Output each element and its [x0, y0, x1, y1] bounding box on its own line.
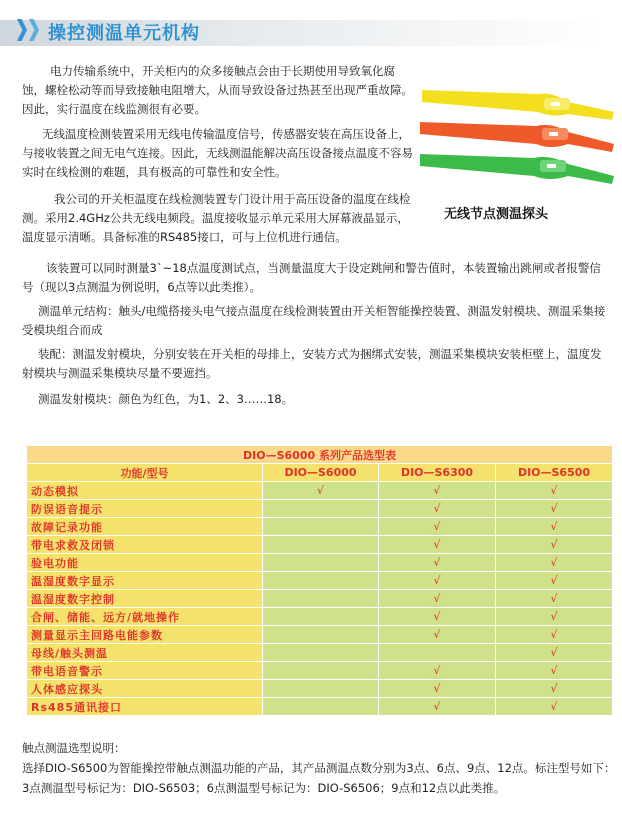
- product-selection-table: [26, 445, 613, 716]
- check-mark-cell: √: [379, 662, 496, 680]
- check-mark-cell: √: [379, 590, 496, 608]
- table-row: [27, 644, 613, 662]
- check-mark-cell: √: [496, 698, 613, 716]
- temperature-probe-straps-image: [418, 82, 616, 192]
- check-mark-cell: √: [379, 626, 496, 644]
- empty-cell: [263, 698, 379, 716]
- wireless-paragraph: 无线温度检测装置采用无线电传输温度信号，传感器安装在高压设备上，与接收装置之间无电气连接。因此，无线测温能解决高压设备接点温度不容易实时在线检测的难题，具有极高的可靠性和安全性。: [22, 127, 413, 179]
- feature-cell: 人体感应探头: [27, 680, 263, 698]
- red-strap: [420, 122, 614, 152]
- check-mark-cell: √: [379, 572, 496, 590]
- check-mark-cell: √: [496, 536, 613, 554]
- table-header-row: [27, 464, 613, 482]
- empty-cell: [263, 608, 379, 626]
- empty-cell: [263, 662, 379, 680]
- check-mark-cell: √: [379, 698, 496, 716]
- table-row: [27, 626, 613, 644]
- selection-table-container: [26, 445, 612, 716]
- empty-cell: [263, 536, 379, 554]
- feature-cell: 温湿度数字显示: [27, 572, 263, 590]
- empty-cell: [263, 572, 379, 590]
- table-row: [27, 554, 613, 572]
- intro-paragraph: 电力传输系统中，开关柜内的众多接触点会由于长期使用导致氧化腐蚀，螺栓松动等而导致接触电阻增大，从而导致设备过热甚至出现严重故障。因此，实行温度在线监测很有必要。: [22, 64, 413, 116]
- table-row: [27, 698, 613, 716]
- check-mark-cell: √: [379, 554, 496, 572]
- table-row: [27, 590, 613, 608]
- company-paragraph: 我公司的开关柜温度在线检测装置专门设计用于高压设备的温度在线检测。采用2.4GHz公共无线电频段。温度接收显示单元采用大屏幕液晶显示，温度显示清晰。具备标准的RS485接口，可与上位机进行通信。: [22, 192, 411, 244]
- feature-cell: Rs485通讯接口: [27, 698, 263, 716]
- yellow-strap: [422, 90, 614, 120]
- empty-cell: [263, 590, 379, 608]
- check-mark-cell: √: [379, 500, 496, 518]
- table-row: [27, 536, 613, 554]
- check-mark-cell: √: [379, 608, 496, 626]
- notes-heading: 触点测温选型说明：: [22, 741, 126, 755]
- table-title: DIO—S6000 系列产品选型表: [27, 446, 613, 464]
- check-mark-cell: √: [496, 518, 613, 536]
- check-mark-cell: √: [496, 590, 613, 608]
- table-row: [27, 482, 613, 500]
- feature-cell: 故障记录功能: [27, 518, 263, 536]
- feature-cell: 母线/触头测温: [27, 644, 263, 662]
- check-mark-cell: √: [496, 554, 613, 572]
- check-mark-cell: √: [496, 500, 613, 518]
- table-row: [27, 572, 613, 590]
- table-row: [27, 500, 613, 518]
- column-header: DIO—S6300: [379, 464, 496, 482]
- table-row: [27, 608, 613, 626]
- check-mark-cell: √: [263, 482, 379, 500]
- check-mark-cell: √: [496, 680, 613, 698]
- empty-cell: [263, 518, 379, 536]
- notes-line: 3点测温型号标记为：DIO-S6503；6点测温型号标记为：DIO-S6506；9点和12点以此类推。: [22, 781, 506, 795]
- check-mark-cell: √: [379, 518, 496, 536]
- structure-paragraph: 测温单元结构：触头/电缆搭接头电气接点温度在线检测装置由开关柜智能操控装置、测温发射模块、测温采集接受模块组合而成: [22, 304, 606, 337]
- check-mark-cell: √: [496, 644, 613, 662]
- section-header: [0, 12, 622, 52]
- empty-cell: [379, 644, 496, 662]
- check-mark-cell: √: [496, 482, 613, 500]
- empty-cell: [263, 644, 379, 662]
- table-row: [27, 680, 613, 698]
- table-row: [27, 518, 613, 536]
- feature-cell: 动态模拟: [27, 482, 263, 500]
- empty-cell: [263, 500, 379, 518]
- measurement-paragraph: 该装置可以同时测量3`~18点温度测试点，当测量温度大于设定跳闸和警告值时，本装置输出跳闸或者报警信号（现以3点测温为例说明，6点等以此类推）。: [22, 261, 601, 294]
- check-mark-cell: √: [496, 626, 613, 644]
- assembly-paragraph: 装配：测温发射模块，分别安装在开关柜的母排上，安装方式为捆绑式安装，测温采集模块安装柜壁上，温度发射模块与测温采集模块尽量不要遮挡。: [22, 347, 602, 380]
- check-mark-cell: √: [379, 680, 496, 698]
- check-mark-cell: √: [496, 662, 613, 680]
- check-mark-cell: √: [496, 572, 613, 590]
- column-header: DIO—S6500: [496, 464, 613, 482]
- page-title: 操控测温单元机构: [48, 23, 200, 44]
- transmitter-paragraph: 测温发射模块：颜色为红色，为1、2、3……18。: [38, 392, 294, 406]
- empty-cell: [263, 554, 379, 572]
- table-caption-row: [27, 446, 613, 464]
- table-row: [27, 662, 613, 680]
- probe-image-caption: 无线节点测温探头: [444, 207, 549, 222]
- feature-cell: 合闸、储能、远方/就地操作: [27, 608, 263, 626]
- feature-cell: 防误语音提示: [27, 500, 263, 518]
- column-header: 功能/型号: [27, 464, 263, 482]
- empty-cell: [263, 680, 379, 698]
- green-strap: [420, 154, 614, 184]
- check-mark-cell: √: [496, 608, 613, 626]
- selection-notes: [22, 738, 616, 798]
- feature-cell: 验电功能: [27, 554, 263, 572]
- feature-cell: 测量显示主回路电能参数: [27, 626, 263, 644]
- notes-line: 选择DIO-S6500为智能操控带触点测温功能的产品，其产品测温点数分别为3点、6点、9点、12点。标注型号如下：: [22, 761, 616, 775]
- feature-cell: 带电语音警示: [27, 662, 263, 680]
- check-mark-cell: √: [379, 482, 496, 500]
- feature-cell: 带电求救及闭锁: [27, 536, 263, 554]
- empty-cell: [263, 626, 379, 644]
- feature-cell: 温湿度数字控制: [27, 590, 263, 608]
- column-header: DIO—S6000: [263, 464, 379, 482]
- check-mark-cell: √: [379, 536, 496, 554]
